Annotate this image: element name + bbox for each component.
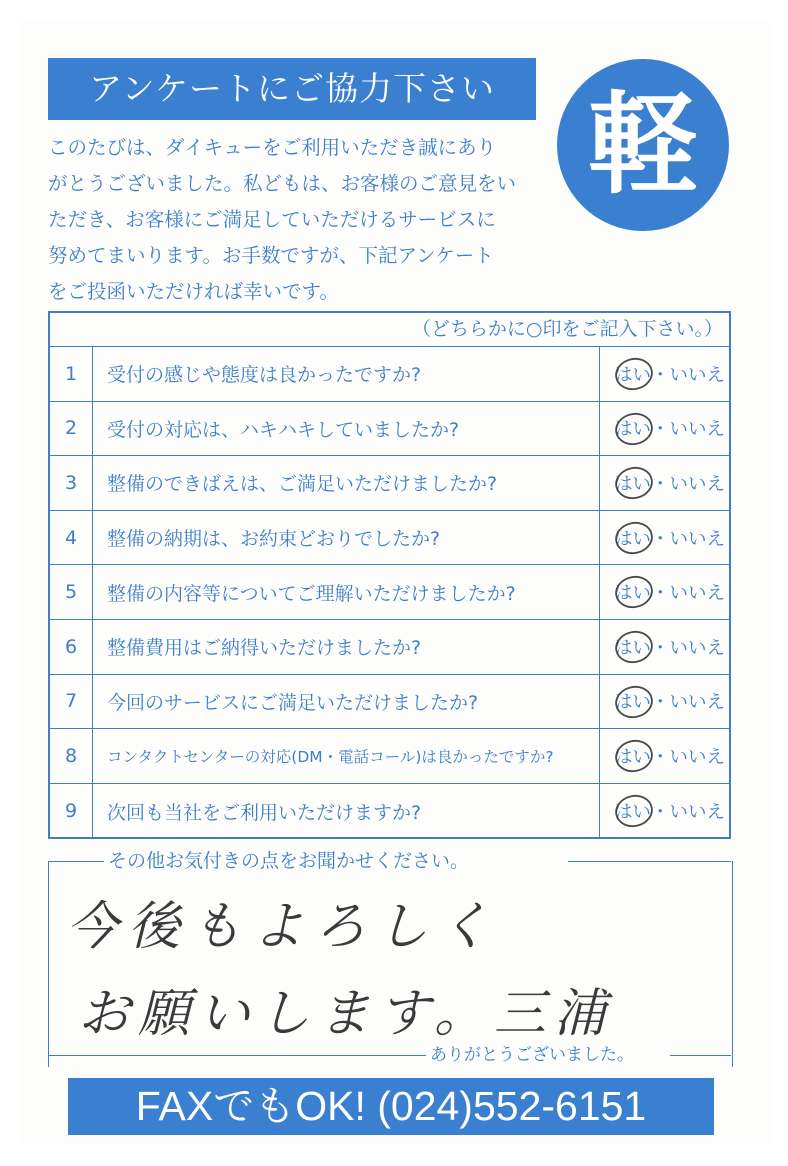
question-text: コンタクトセンターの対応(DM・電話コール)は良かったですか? [107,747,554,766]
hand-drawn-circle-mark [612,628,656,666]
question-number: 7 [50,675,93,729]
intro-text [48,130,548,310]
intro-line: がとうございました。私どもは、お客様のご意見をい [48,172,517,195]
page-title: アンケートにご協力下さい [48,58,536,120]
hand-drawn-circle-mark [612,519,656,557]
intro-line: ただき、お客様にご満足していただけるサービスに [48,208,496,231]
survey-table [48,311,731,839]
answer-cell[interactable] [599,620,731,674]
survey-row [50,456,729,511]
answer-cell[interactable] [599,511,731,565]
question-number: 6 [50,620,93,674]
handwritten-line-1: 今後もよろしく [66,897,501,957]
survey-row [50,402,729,457]
answer-cell[interactable] [599,675,731,729]
question-text: 受付の感じや態度は良かったですか? [107,364,422,387]
question-text: 整備の納期は、お約束どおりでしたか? [107,528,441,551]
answer-cell[interactable] [599,347,731,401]
answer-options: はい・いいえ [614,364,726,386]
question-text: 受付の対応は、ハキハキしていましたか? [107,418,460,441]
question-text: 整備のできばえは、ご満足いただけましたか? [107,473,498,496]
question-number: 2 [50,402,93,456]
hand-drawn-circle-mark [612,737,656,775]
survey-row [50,565,729,620]
answer-options: はい・いいえ [614,419,726,441]
hand-drawn-circle-mark [612,573,656,611]
comments-label: その他お気付きの点をお聞かせください。 [108,850,470,872]
question-number: 3 [50,456,93,510]
survey-row [50,511,729,566]
intro-line: このたびは、ダイキューをご利用いただき誠にあり [48,136,497,159]
question-number: 4 [50,511,93,565]
answer-cell[interactable] [599,402,731,456]
question-number: 8 [50,729,93,783]
answer-options: はい・いいえ [614,802,726,824]
hand-drawn-circle-mark [612,410,656,448]
question-text: 次回も当社をご利用いただけますか? [107,801,422,824]
survey-row [50,675,729,730]
answer-options: はい・いいえ [614,473,726,495]
answer-cell[interactable] [599,729,731,783]
badge-glyph: 軽 [588,81,698,209]
survey-row [50,729,729,784]
answer-options: はい・いいえ [614,583,726,605]
intro-line: 努めてまいります。お手数ですが、下記アンケート [48,244,494,267]
kei-logo-badge [553,55,733,235]
survey-instruction: （どちらかに○印をご記入下さい。） [50,313,729,347]
survey-row [50,784,729,839]
answer-options: はい・いいえ [614,746,726,768]
answer-cell[interactable] [599,456,731,510]
question-text: 整備費用はご納得いただけましたか? [107,637,422,660]
answer-options: はい・いいえ [614,692,726,714]
question-number: 5 [50,565,93,619]
question-text: 整備の内容等についてご理解いただけましたか? [107,582,516,605]
handwritten-line-2: お願いします。三浦 [78,984,614,1044]
answer-cell[interactable] [599,565,731,619]
fax-banner: FAXでもOK! (024)552-6151 [68,1078,714,1135]
hand-drawn-circle-mark [612,683,656,721]
intro-line: をご投函いただければ幸いです。 [48,280,339,303]
thanks-footer [48,1040,731,1070]
hand-drawn-circle-mark [612,355,656,393]
survey-row [50,620,729,675]
hand-drawn-circle-mark [612,464,656,502]
thanks-text: ありがとうございました。 [430,1045,634,1065]
question-number: 9 [50,784,93,839]
hand-drawn-circle-mark [612,792,656,830]
answer-options: はい・いいえ [614,528,726,550]
handwritten-comment [48,861,731,1067]
question-number: 1 [50,347,93,401]
question-text: 今回のサービスにご満足いただけましたか? [107,691,479,714]
answer-cell[interactable] [599,784,731,839]
survey-row [50,347,729,402]
answer-options: はい・いいえ [614,637,726,659]
